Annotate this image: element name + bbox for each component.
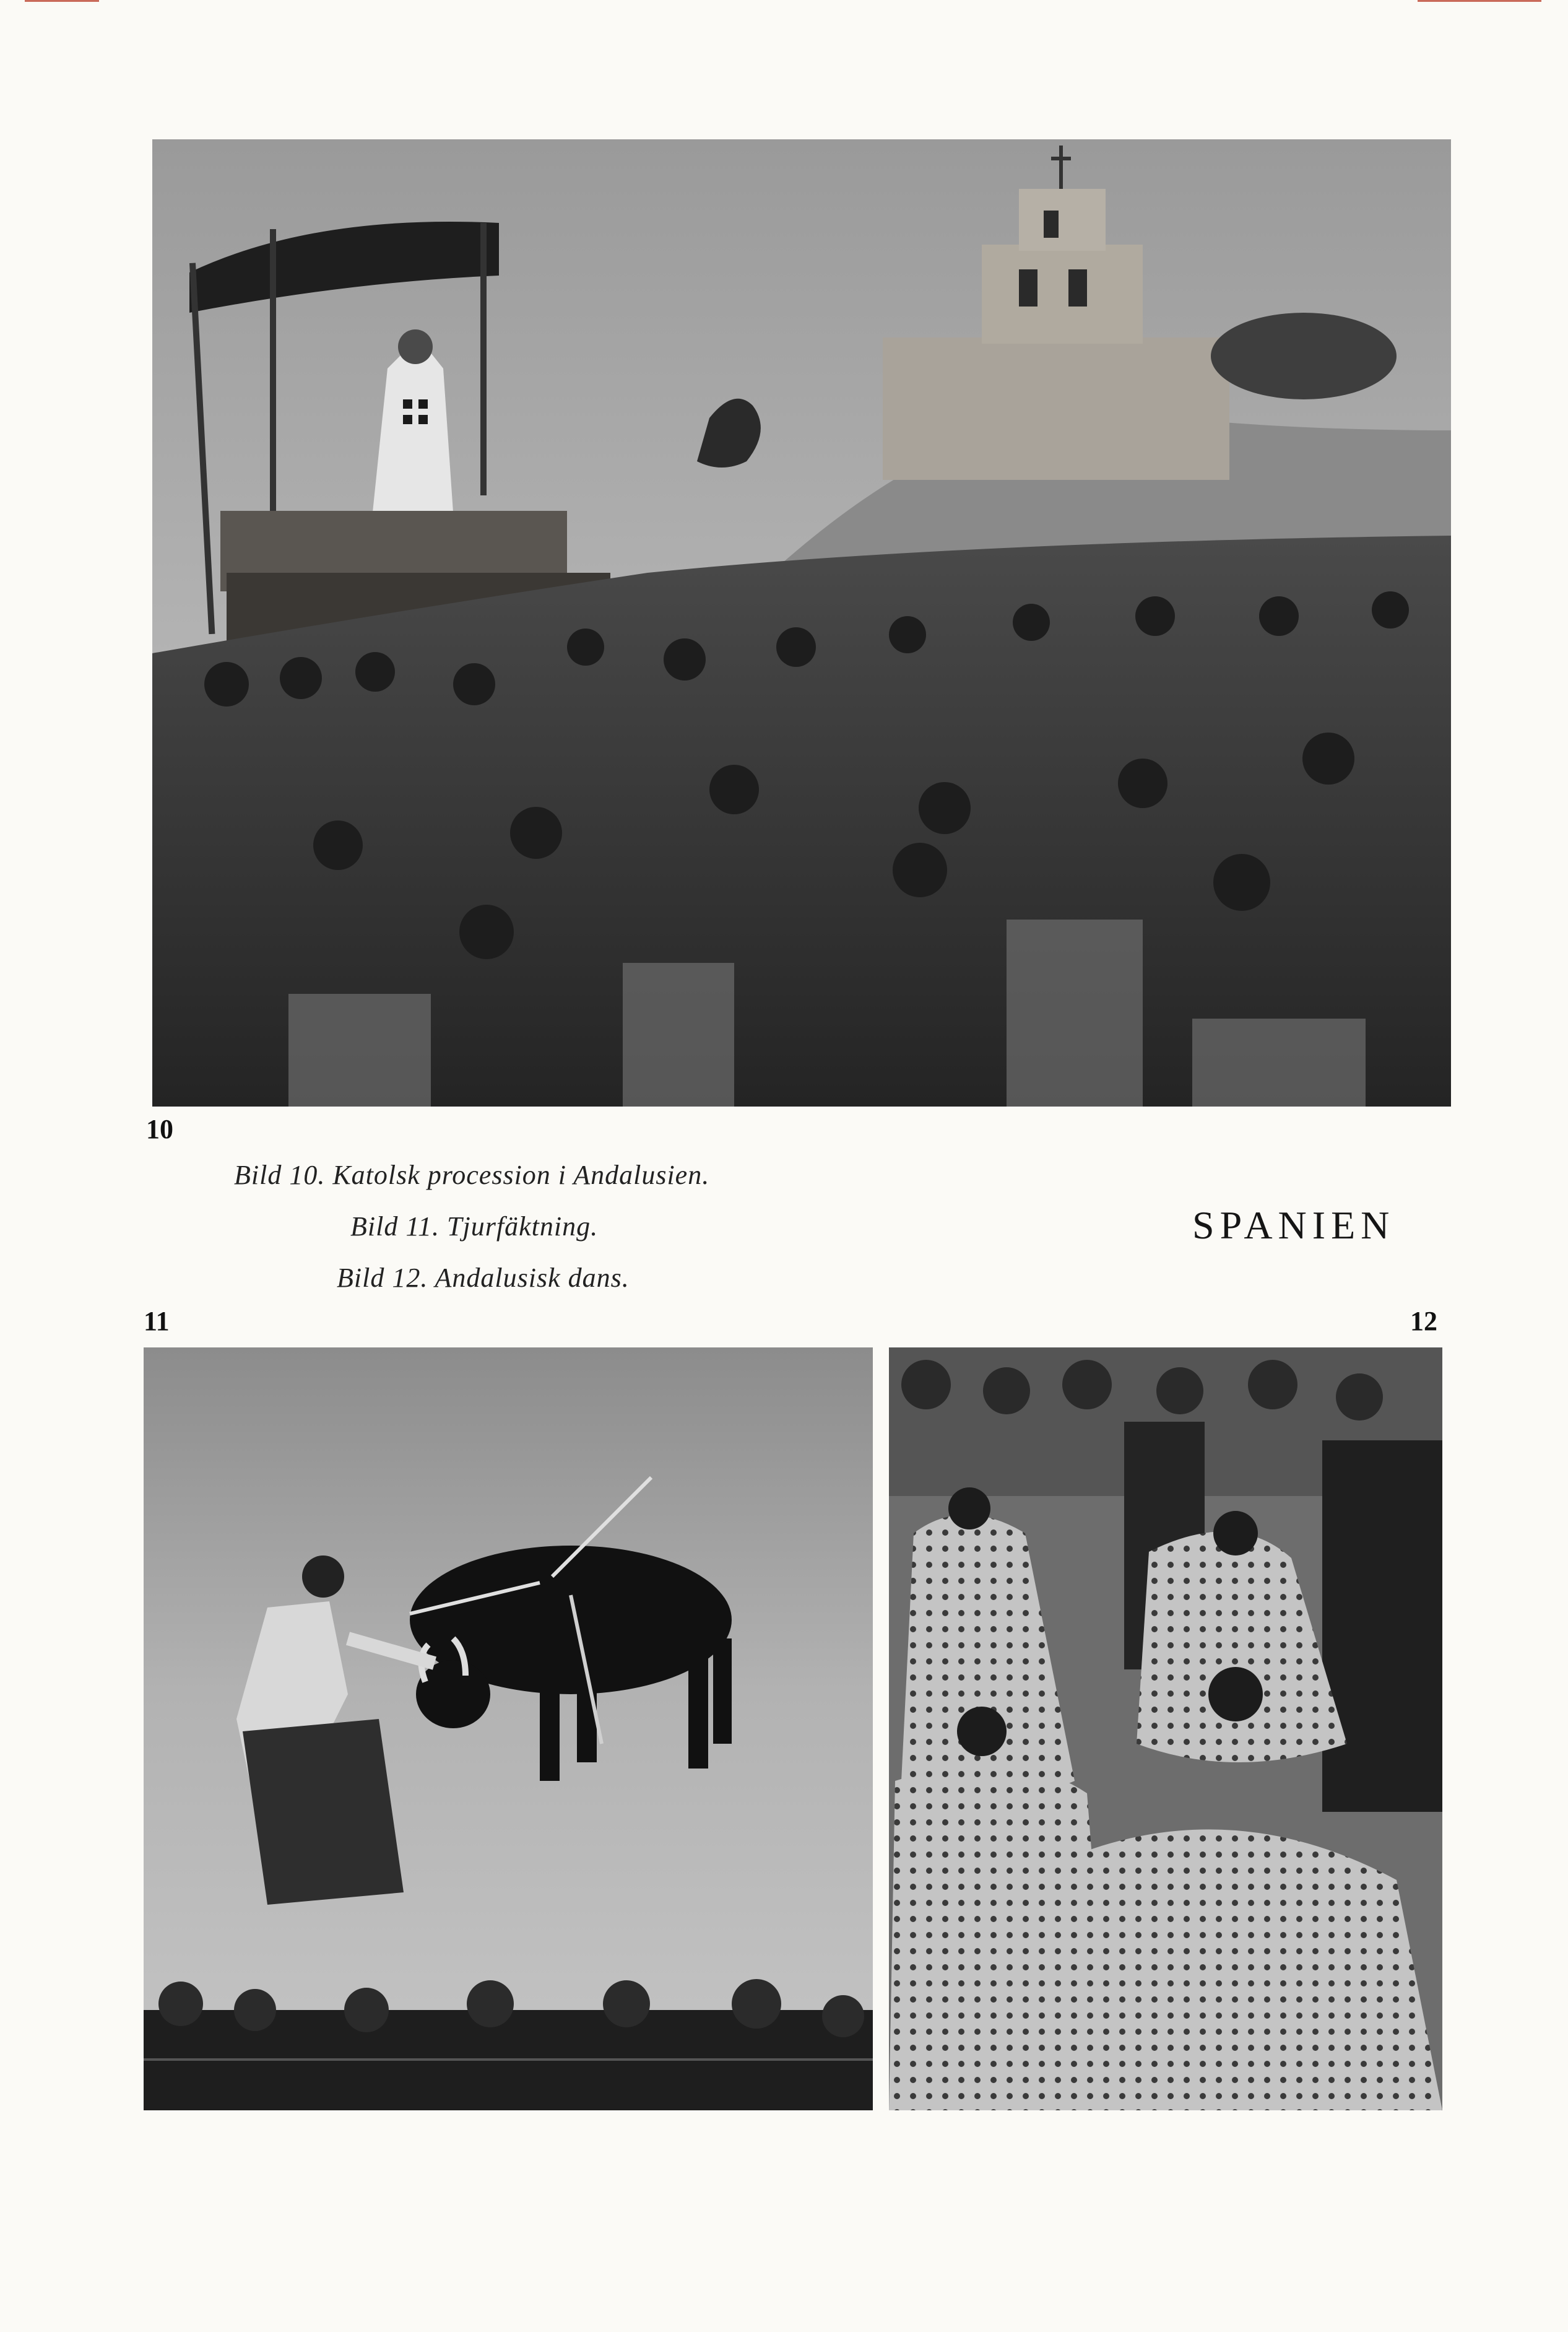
section-title: SPANIEN (1192, 1203, 1395, 1247)
photo-procession (152, 139, 1451, 1107)
figure-number-11: 11 (144, 1306, 170, 1336)
photo-andalusian-dance (889, 1347, 1442, 2110)
top-edge-mark-left (25, 0, 99, 2)
top-edge-mark-right (1418, 0, 1541, 2)
figure-number-10: 10 (146, 1114, 173, 1144)
photo-bullfight (144, 1347, 873, 2110)
caption-figure-11: Bild 11. Tjurfäktning. (350, 1211, 599, 1242)
figure-number-12: 12 (1410, 1306, 1437, 1336)
caption-figure-12: Bild 12. Andalusisk dans. (337, 1263, 630, 1293)
caption-figure-10: Bild 10. Katolsk procession i Andalusien. (234, 1160, 710, 1190)
